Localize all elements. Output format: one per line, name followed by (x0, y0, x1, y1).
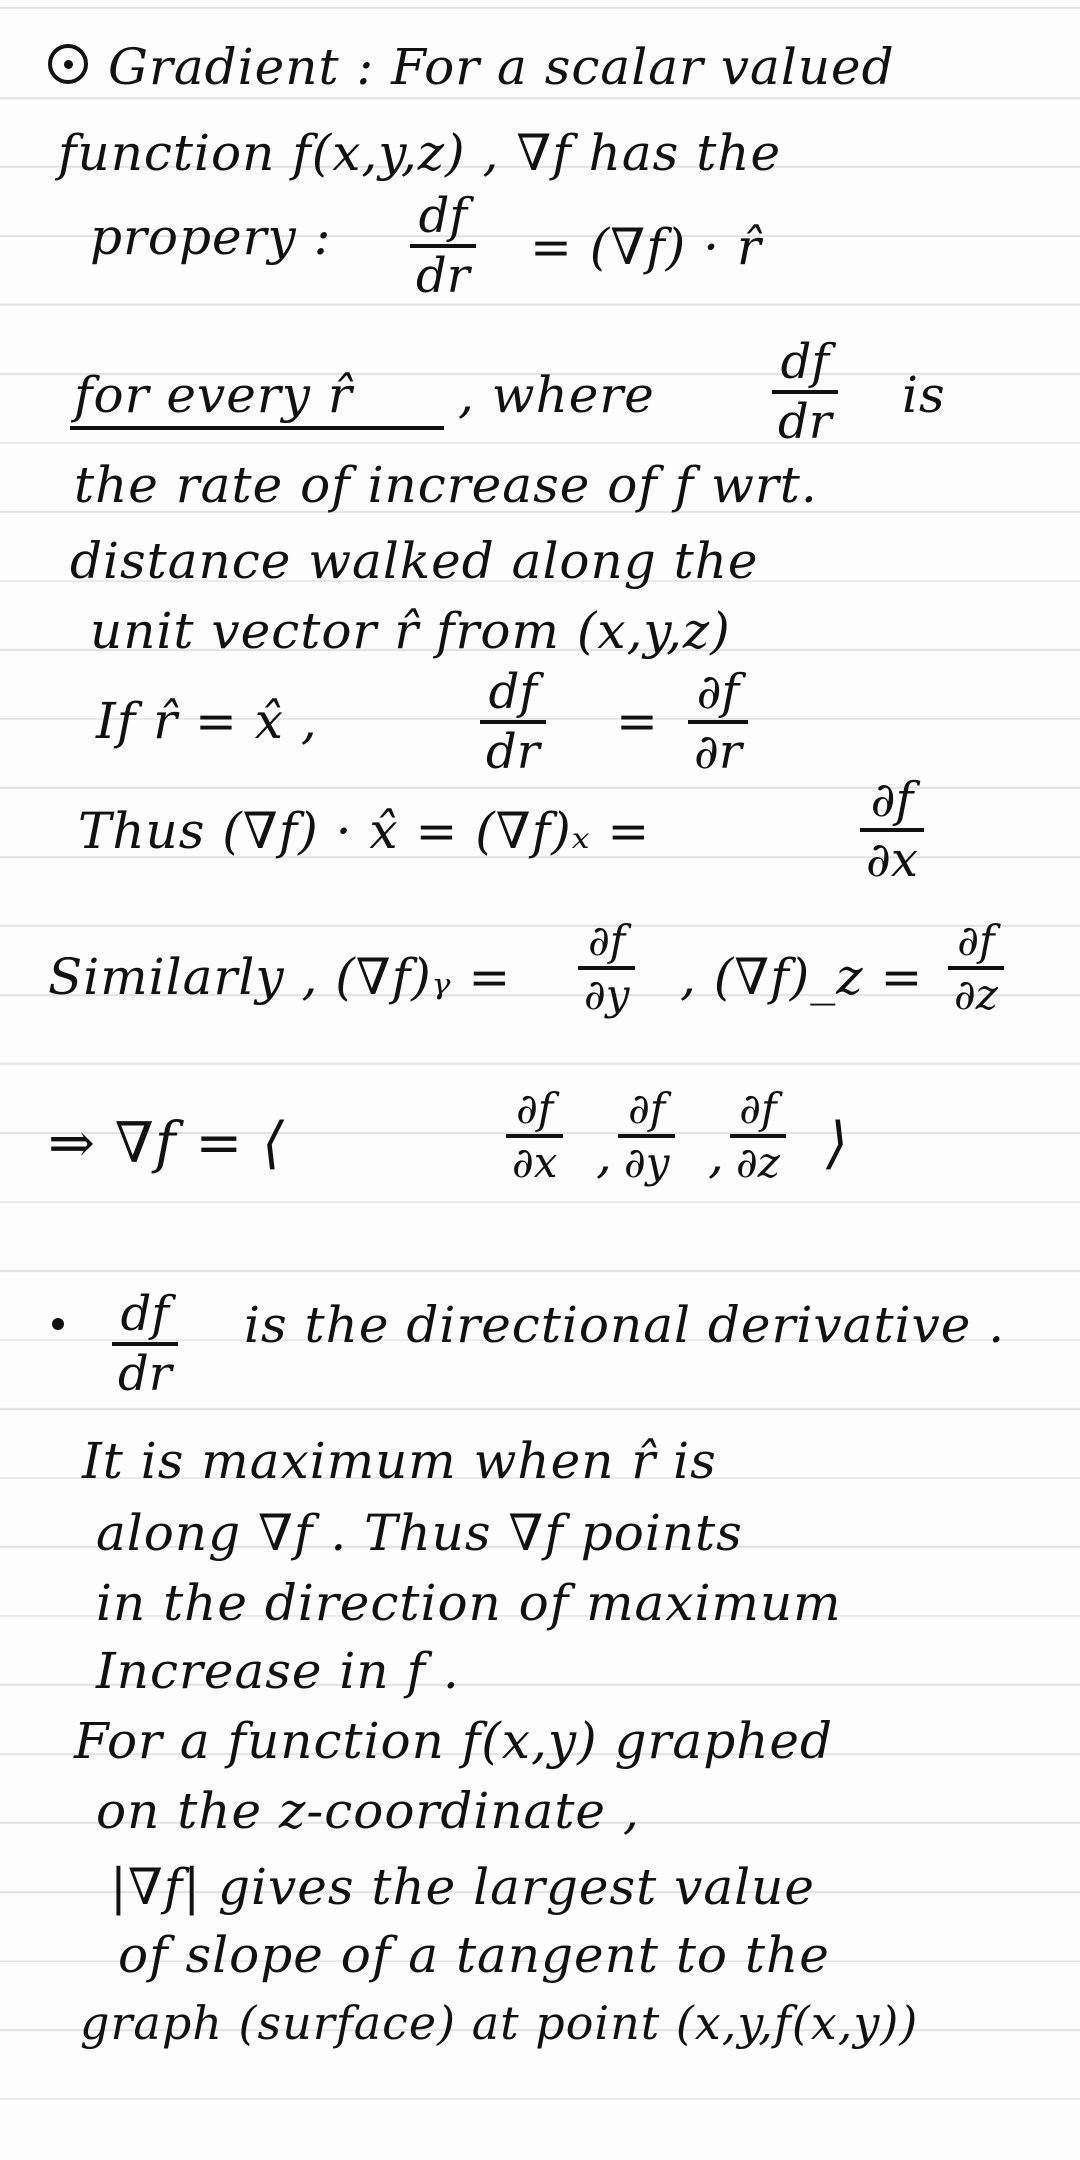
line-distance-walked: distance walked along the (70, 532, 759, 590)
underline-for-every-r (70, 426, 444, 430)
denominator: ∂z (948, 966, 1004, 1016)
line-graph-surface-point: graph (surface) at point (x,y,f(x,y)) (80, 1996, 919, 2050)
fraction-vec-pf-pz (730, 1084, 786, 1187)
denominator: dr (772, 390, 838, 446)
line-gradient-vector-close: ⟩ (826, 1111, 849, 1176)
numerator: ∂f (870, 772, 914, 828)
denominator: ∂r (688, 720, 748, 776)
denominator: ∂y (618, 1134, 675, 1184)
line-is: is (902, 366, 946, 424)
line-increase-in-f: Increase in f . (96, 1642, 460, 1700)
numerator: df (488, 664, 538, 720)
comma-separator-2: , (708, 1126, 725, 1184)
numerator: ∂f (588, 916, 626, 965)
line-equals: = (616, 692, 659, 750)
line-slope-of-tangent: of slope of a tangent to the (118, 1926, 830, 1984)
fraction-vec-pf-py (618, 1084, 675, 1187)
line-maximum-when: It is maximum when r̂ is (82, 1432, 717, 1490)
numerator: ∂f (957, 916, 995, 965)
line-similarly: Similarly , (∇f)ᵧ = (48, 948, 512, 1006)
numerator: ∂f (696, 664, 740, 720)
denominator: ∂x (506, 1134, 563, 1184)
line-z-coordinate: on the z-coordinate , (96, 1782, 640, 1840)
line-thus-gradient-x: Thus (∇f) · x̂ = (∇f)ₓ = (78, 802, 651, 860)
numerator: ∂f (516, 1084, 554, 1133)
line-directional-derivative: is the directional derivative . (244, 1296, 1006, 1354)
line-gradient-magnitude: |∇f| gives the largest value (110, 1858, 815, 1916)
line-property-equation: = (∇f) · r̂ (530, 218, 762, 276)
line-property-label: propery : (90, 208, 332, 266)
fraction-vec-pf-px (506, 1084, 563, 1187)
denominator: dr (112, 1342, 178, 1398)
numerator: ∂f (739, 1084, 777, 1133)
denominator: ∂x (860, 828, 924, 884)
line-for-every-r: for every r̂ (74, 366, 353, 424)
fraction-pf-pr (688, 664, 748, 780)
line-gradient-vector-open: ⇒ ∇f = ⟨ (48, 1111, 285, 1176)
fraction-df-dr-4 (112, 1286, 178, 1402)
fraction-pf-py (578, 916, 635, 1019)
circled-dot-bullet-icon (48, 44, 88, 84)
denominator: ∂y (578, 966, 635, 1016)
line-gradient-heading: Gradient : For a scalar valued (108, 38, 895, 96)
fraction-pf-px (860, 772, 924, 888)
numerator: df (780, 334, 830, 390)
line-function-graphed: For a function f(x,y) graphed (74, 1712, 834, 1770)
fraction-df-dr-2 (772, 334, 838, 450)
line-direction-of-maximum: in the direction of maximum (96, 1574, 842, 1632)
fraction-df-dr-1 (410, 188, 476, 304)
fraction-df-dr-3 (480, 664, 546, 780)
numerator: df (418, 188, 468, 244)
denominator: dr (480, 720, 546, 776)
comma-separator-1: , (596, 1126, 613, 1184)
numerator: df (120, 1286, 170, 1342)
line-function-f: function f(x,y,z) , ∇f has the (58, 124, 782, 182)
line-if-r-equals-x: If r̂ = x̂ , (96, 692, 318, 750)
numerator: ∂f (628, 1084, 666, 1133)
denominator: ∂z (730, 1134, 786, 1184)
fraction-pf-pz (948, 916, 1004, 1019)
line-rate-of-increase: the rate of increase of f wrt. (74, 456, 818, 514)
denominator: dr (410, 244, 476, 300)
line-where: , where (458, 366, 655, 424)
line-along-gradient: along ∇f . Thus ∇f points (96, 1504, 743, 1562)
line-gradient-z: , (∇f)_z = (680, 948, 924, 1006)
bullet-dot-icon (52, 1318, 64, 1330)
line-unit-vector: unit vector r̂ from (x,y,z) (90, 602, 731, 660)
